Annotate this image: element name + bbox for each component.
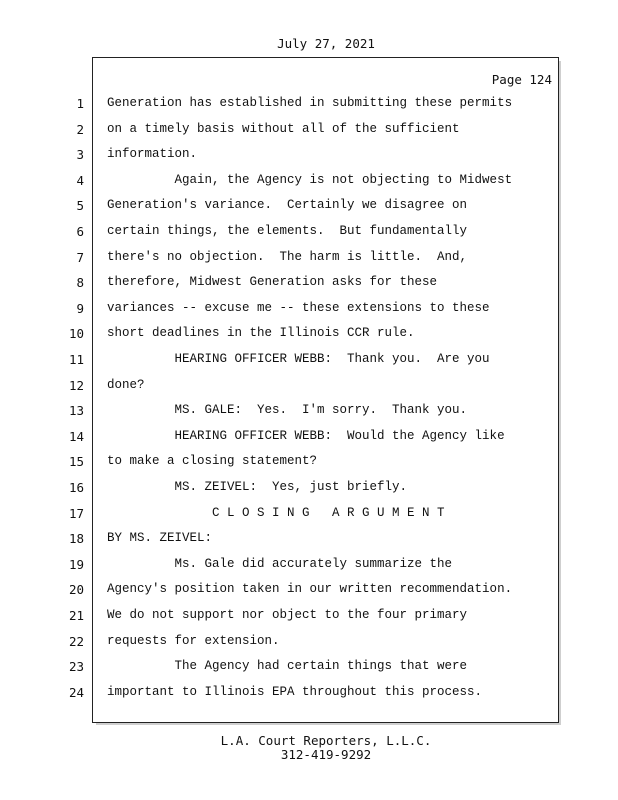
line-number: 17 [68, 505, 84, 521]
transcript-line-text: important to Illinois EPA throughout this process. [107, 684, 483, 699]
transcript-date: July 27, 2021 [277, 36, 375, 51]
transcript-line-text: short deadlines in the Illinois CCR rule. [107, 326, 415, 341]
line-number: 24 [68, 684, 84, 700]
transcript-line-text: MS. ZEIVEL: Yes, just briefly. [107, 480, 408, 494]
page-number: Page 124 [491, 72, 552, 87]
line-number: 12 [68, 377, 84, 393]
line-number: 15 [68, 454, 84, 470]
transcript-line-text: Agency's position taken in our written recommendation. [107, 582, 513, 597]
transcript-line-text: HEARING OFFICER WEBB: Thank you. Are you [107, 352, 490, 366]
line-number: 13 [68, 403, 84, 419]
line-number: 8 [76, 275, 84, 291]
transcript-line-text: therefore, Midwest Generation asks for these [107, 275, 438, 290]
line-number: 6 [76, 224, 84, 239]
line-number: 3 [76, 147, 84, 163]
line-number: 1 [76, 96, 84, 111]
transcript-line-text: HEARING OFFICER WEBB: Would the Agency like [107, 428, 505, 443]
line-number: 23 [68, 659, 84, 675]
transcript-line-text: requests for extension. [107, 633, 280, 648]
line-number: 11 [68, 352, 84, 367]
line-number: 19 [68, 556, 84, 572]
transcript-line-text: Ms. Gale did accurately summarize the [107, 556, 453, 571]
footer-phone: 312-419-9292 [280, 747, 372, 762]
line-number: 21 [68, 608, 84, 623]
line-number: 14 [68, 428, 84, 444]
transcript-line-text: The Agency had certain things that were [107, 659, 468, 674]
transcript-line-text: on a timely basis without all of the sufficient [107, 121, 460, 136]
line-number: 16 [68, 480, 84, 495]
transcript-line-text: BY MS. ZEIVEL: [107, 531, 213, 546]
line-number: 18 [68, 531, 84, 547]
line-number: 20 [68, 582, 84, 598]
line-number: 10 [68, 326, 84, 342]
transcript-line-text: there's no objection. The harm is little. And, [107, 249, 468, 264]
transcript-line-text: variances -- excuse me -- these extensions to these [107, 300, 490, 315]
transcript-line-text: information. [107, 147, 198, 162]
line-number: 7 [76, 249, 84, 265]
line-number: 9 [76, 300, 84, 316]
footer-company: L.A. Court Reporters, L.L.C. [220, 733, 432, 748]
transcript-line-text: Generation has established in submitting these permits [107, 96, 513, 110]
line-number: 4 [76, 172, 84, 188]
transcript-line-text: Again, the Agency is not objecting to Midwest [107, 172, 513, 187]
transcript-line-text: MS. GALE: Yes. I'm sorry. Thank you. [107, 403, 468, 418]
line-number: 5 [76, 198, 84, 214]
transcript-line-text: C L O S I N G A R G U M E N T [107, 505, 445, 520]
transcript-line-text: We do not support nor object to the four primary [107, 608, 468, 622]
transcript-line-text: certain things, the elements. But fundamentally [107, 224, 468, 238]
line-number: 22 [68, 633, 84, 649]
transcript-line-text: done? [107, 377, 145, 392]
transcript-line-text: Generation's variance. Certainly we disagree on [107, 198, 468, 213]
line-number: 2 [76, 121, 84, 137]
transcript-line-text: to make a closing statement? [107, 454, 318, 469]
